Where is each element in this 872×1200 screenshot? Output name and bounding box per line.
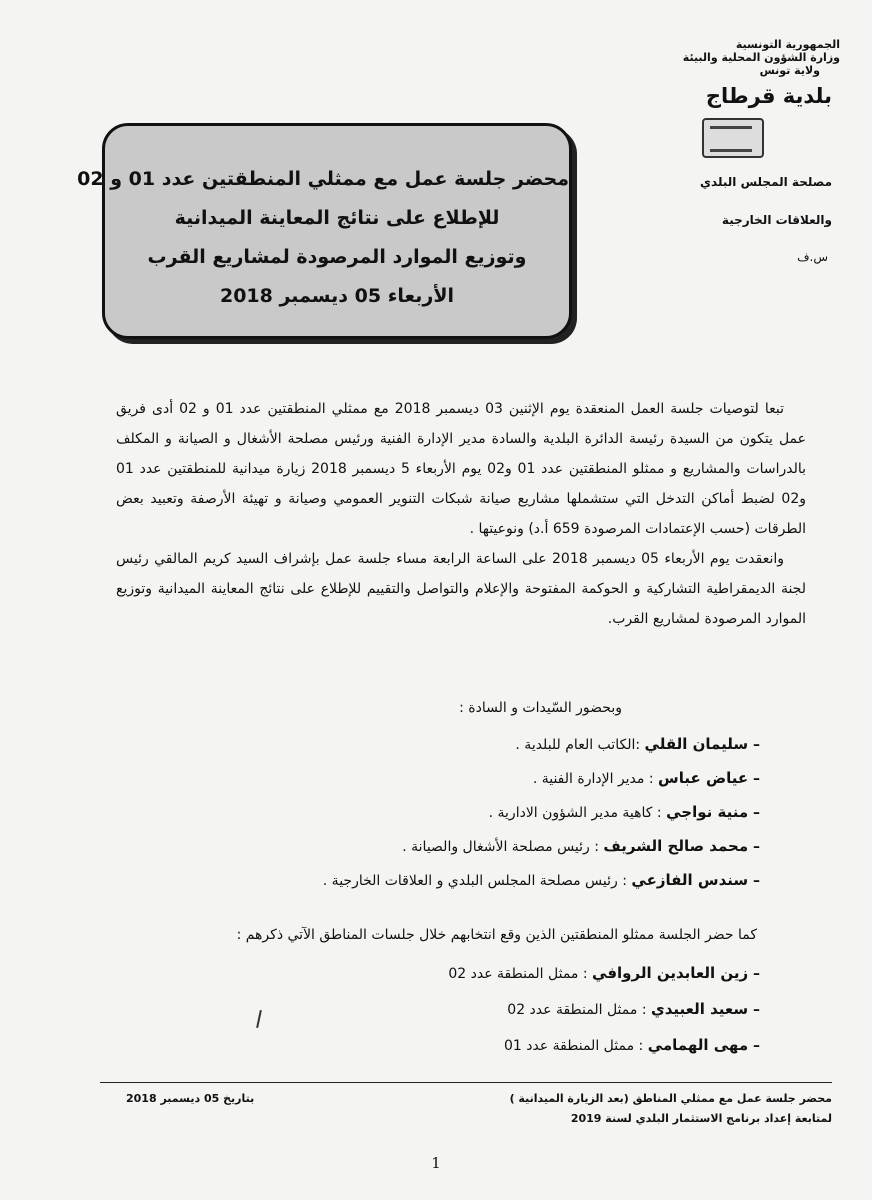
attendee-role: : كاهية مدير الشؤون الادارية . [488, 805, 662, 821]
representatives-list [448, 955, 760, 1063]
attendee-name: سندس الفازعي [631, 871, 749, 889]
title-box [77, 123, 572, 339]
attendee-role: :الكاتب العام للبلدية . [515, 737, 641, 753]
representative-name: مهى الهمامي [647, 1036, 749, 1054]
representative-role: : ممثل المنطقة عدد 01 [504, 1038, 644, 1054]
list-item [323, 829, 760, 863]
header-service-line1: مصلحة المجلس البلدي [700, 175, 832, 189]
title-line3: وتوزيع الموارد المرصودة لمشاريع القرب [147, 246, 527, 268]
body-text [116, 394, 806, 634]
attendee-role: : رئيس مصلحة المجلس البلدي و العلاقات الخارجية . [322, 873, 627, 889]
attendee-role: : مدير الإدارة الفنية . [532, 771, 654, 787]
representatives-intro: كما حضر الجلسة ممثلو المنطقتين الذين وقع انتخابهم خلال جلسات المناطق الآتي ذكرهم : [236, 927, 757, 943]
footer-date: بتاريخ 05 ديسمبر 2018 [126, 1092, 255, 1105]
pen-mark [256, 1010, 262, 1028]
representative-role: : ممثل المنطقة عدد 02 [448, 966, 588, 982]
representative-name: سعيد العبيدي [650, 1000, 749, 1018]
attendee-role: : رئيس مصلحة الأشغال والصيانة . [402, 839, 599, 855]
header-reference: س.ف [797, 250, 828, 264]
list-item [448, 991, 760, 1027]
attendee-name: منية نواجي [666, 803, 749, 821]
list-item [323, 761, 760, 795]
attendees-list [323, 727, 760, 897]
attendee-name: عياض عباس [658, 769, 749, 787]
attendance-intro: وبحضور السّيدات و السادة : [459, 700, 622, 716]
page-number: 1 [431, 1154, 441, 1172]
paragraph-2: وانعقدت يوم الأربعاء 05 ديسمبر 2018 على الساعة الرابعة مساء جلسة عمل بإشراف السيد كريم المالقي رئيس لجنة الديمقراطية التشاركية و الحوكمة المفتوحة والإعلام والتواصل والتقييم للإطلاع على نتائج المعاينة الميدانية وتوزيع الموارد المرصودة لمشاريع القرب. [116, 551, 806, 627]
title-line2: للإطلاع على نتائج المعاينة الميدانية [174, 207, 500, 229]
list-item [448, 1027, 760, 1063]
list-item [323, 863, 760, 897]
header-governorate: ولاية تونس [759, 64, 820, 77]
footer-divider [100, 1082, 832, 1083]
list-item [448, 955, 760, 991]
title-line4: الأربعاء 05 ديسمبر 2018 [219, 285, 455, 307]
footer-title-line1: محضر جلسة عمل مع ممثلي المناطق (بعد الزيارة الميدانية ) [509, 1092, 832, 1105]
representative-name: زين العابدين الروافي [592, 964, 749, 982]
header-service-line2: والعلاقات الخارجية [721, 213, 832, 227]
municipality-emblem-icon [702, 118, 764, 158]
header-ministry: وزارة الشؤون المحلية والبيئة [682, 51, 840, 64]
list-item [323, 727, 760, 761]
header-municipality: بلدية قرطاج [705, 84, 832, 108]
representative-role: : ممثل المنطقة عدد 02 [507, 1002, 647, 1018]
attendee-name: محمد صالح الشريف [603, 837, 749, 855]
header-republic: الجمهورية التونسية [735, 38, 840, 51]
paragraph-1: تبعا لتوصيات جلسة العمل المنعقدة يوم الإثنين 03 ديسمبر 2018 مع ممثلي المنطقتين عدد 01 و 02 أدى فريق عمل يتكون من السيدة رئيسة الدائرة البلدية والسادة مدير الإدارة الفنية ورئيس مصلحة الأشغال و الصيانة و المكلف بالدراسات والمشاريع و ممثلو المنطقتين عدد 01 و02 يوم الأربعاء 5 ديسمبر 2018 زيارة ميدانية للمنطقتين عدد 01 و02 لضبط أماكن التدخل التي ستشملها مشاريع صيانة شبكات التنوير العمومي وصيانة و تهيئة الأرصفة وتعبيد بعض الطرقات (حسب الإعتمادات المرصودة 659 أ.د) ونوعيتها . [116, 401, 806, 537]
attendee-name: سليمان القلي [644, 735, 749, 753]
footer-title-line2: لمتابعة إعداد برنامج الاستثمار البلدي لسنة 2019 [570, 1112, 832, 1125]
list-item [323, 795, 760, 829]
title-line1: محضر جلسة عمل مع ممثلي المنطقتين عدد 01 و 02 [77, 168, 569, 190]
